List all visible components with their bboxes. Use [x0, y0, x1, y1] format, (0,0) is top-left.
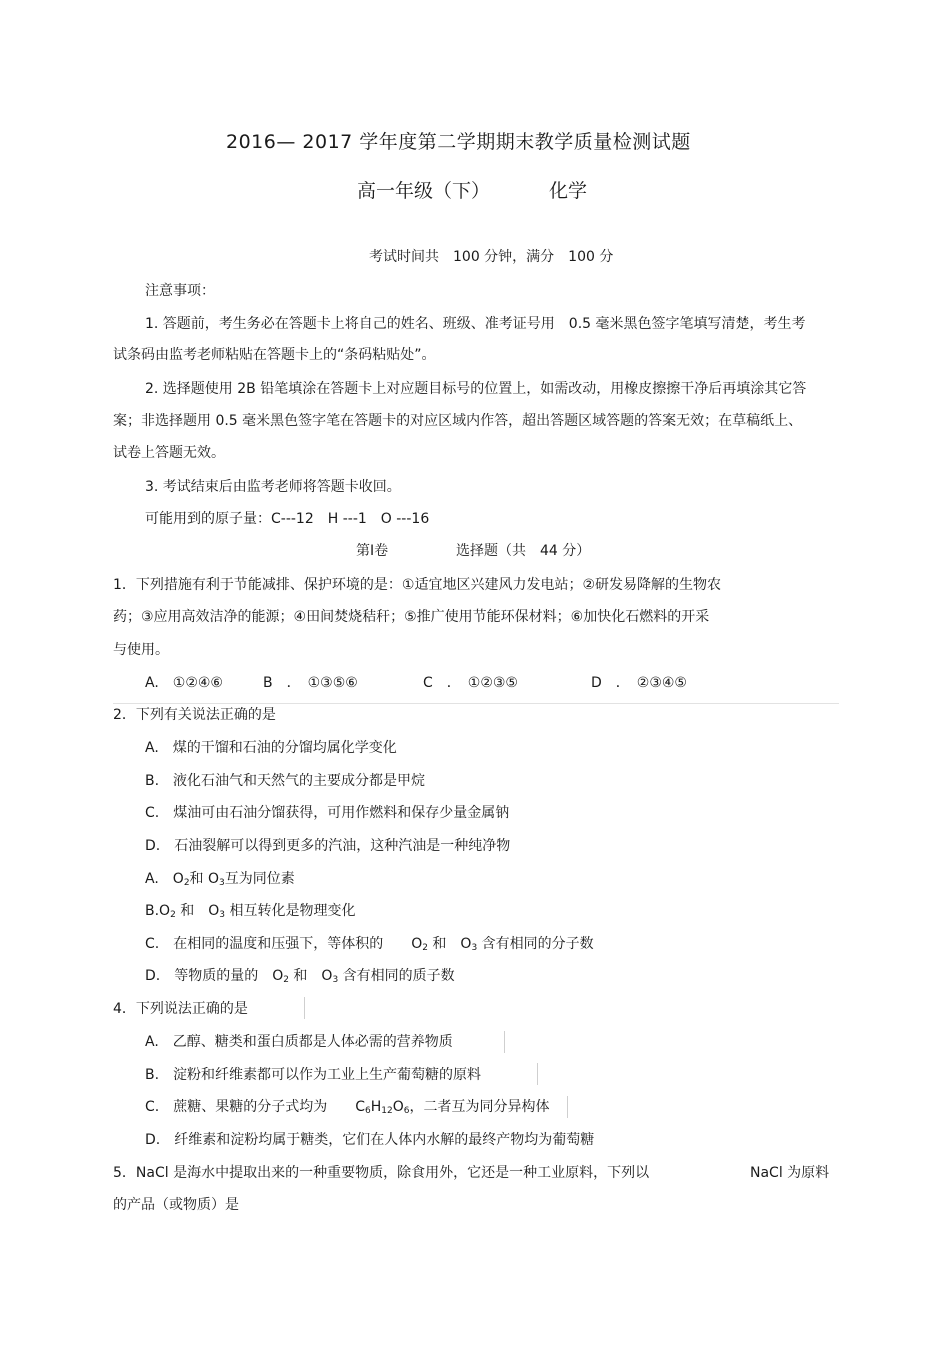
notes-heading: 注意事项： — [145, 283, 215, 299]
q3-option-d: D. 等物质的量的 $O_2$ 和 $O_3$ 含有相同的质子数 — [145, 968, 455, 985]
q1-option-c: C ． ①②③⑤ — [423, 675, 518, 691]
q2-option-b: B. 液化石油气和天然气的主要成分都是甲烷 — [145, 773, 426, 789]
note-1-line-2: 试条码由监考老师粘贴在答题卡上的“条码粘贴处”。 — [113, 347, 436, 363]
atomic-mass-line: 可能用到的原子量：C---12 H ---1 O ---16 — [145, 511, 430, 527]
section-part-label: 第Ⅰ卷 — [356, 543, 389, 559]
divider-line — [113, 703, 839, 704]
q2-option-a: A. 煤的干馏和石油的分馏均属化学变化 — [145, 740, 397, 756]
scan-artifact-line — [304, 997, 305, 1019]
q1-option-b: B ． ①③⑤⑥ — [263, 675, 358, 691]
exam-info: 考试时间共 100 分钟，满分 100 分 — [369, 249, 614, 265]
q3-option-b: $B.O_2$ 和 $O_3$ 相互转化是物理变化 — [145, 903, 356, 920]
q4-option-d: D. 纤维素和淀粉均属于糖类，它们在人体内水解的最终产物均为葡萄糖 — [145, 1132, 595, 1148]
q1-stem-line-3: 与使用。 — [113, 642, 169, 658]
q1-option-a: A. ①②④⑥ — [145, 675, 223, 691]
subject-label: 化学 — [549, 180, 588, 202]
q4-option-a: A. 乙醇、糖类和蛋白质都是人体必需的营养物质 — [145, 1034, 453, 1050]
q5-stem-line-1: 5．NaCl 是海水中提取出来的一种重要物质，除食用外，它还是一种工业原料，下列以 — [113, 1165, 650, 1181]
q4-stem: 4．下列说法正确的是 — [113, 1001, 248, 1017]
q2-option-d: D. 石油裂解可以得到更多的汽油，这种汽油是一种纯净物 — [145, 838, 511, 854]
scan-artifact-line — [537, 1063, 538, 1085]
q1-stem-line-1: 1．下列措施有利于节能减排、保护环境的是：①适宜地区兴建风力发电站；②研发易降解的生物农 — [113, 577, 722, 593]
q4-option-b: B. 淀粉和纤维素都可以作为工业上生产葡萄糖的原料 — [145, 1067, 482, 1083]
note-1-line-1: 1. 答题前，考生务必在答题卡上将自己的姓名、班级、准考证号用 0.5 毫米黑色签字笔填写清楚，考生考 — [145, 316, 806, 332]
exam-title: 2016— 2017 学年度第二学期期末教学质量检测试题 — [226, 131, 691, 153]
scan-artifact-line — [504, 1031, 505, 1053]
grade-label: 高一年级（下） — [357, 180, 491, 202]
q3-option-a: A. $O_2$和 $O_3$互为同位素 — [145, 871, 295, 888]
q5-stem-line-2: 的产品（或物质）是 — [113, 1197, 239, 1213]
note-3: 3. 考试结束后由监考老师将答题卡收回。 — [145, 479, 401, 495]
q1-option-d: D ． ②③④⑤ — [591, 675, 687, 691]
note-2-line-3: 试卷上答题无效。 — [113, 445, 225, 461]
q2-option-c: C. 煤油可由石油分馏获得，可用作燃料和保存少量金属钠 — [145, 805, 510, 821]
q1-stem-line-2: 药；③应用高效洁净的能源；④田间焚烧秸秆；⑤推广使用节能环保材料；⑥加快化石燃料的开采 — [113, 609, 710, 625]
note-2-line-2: 案；非选择题用 0.5 毫米黑色签字笔在答题卡的对应区域内作答，超出答题区域答题的答案无效；在草稿纸上、 — [113, 413, 803, 429]
q5-stem-line-1-end: NaCl 为原料 — [750, 1165, 830, 1181]
section-desc: 选择题（共 44 分） — [456, 543, 591, 559]
scan-artifact-line — [567, 1096, 568, 1118]
q3-option-c: C. 在相同的温度和压强下，等体积的 $O_2$ 和 $O_3$ 含有相同的分子数 — [145, 936, 594, 953]
q4-option-c: C. 蔗糖、果糖的分子式均为 $C_6H_{12}O_6$，二者互为同分异构体 — [145, 1099, 550, 1116]
note-2-line-1: 2. 选择题使用 2B 铅笔填涂在答题卡上对应题目标号的位置上，如需改动，用橡皮擦擦干净后再填涂其它答 — [145, 381, 807, 397]
q2-stem: 2．下列有关说法正确的是 — [113, 707, 276, 723]
